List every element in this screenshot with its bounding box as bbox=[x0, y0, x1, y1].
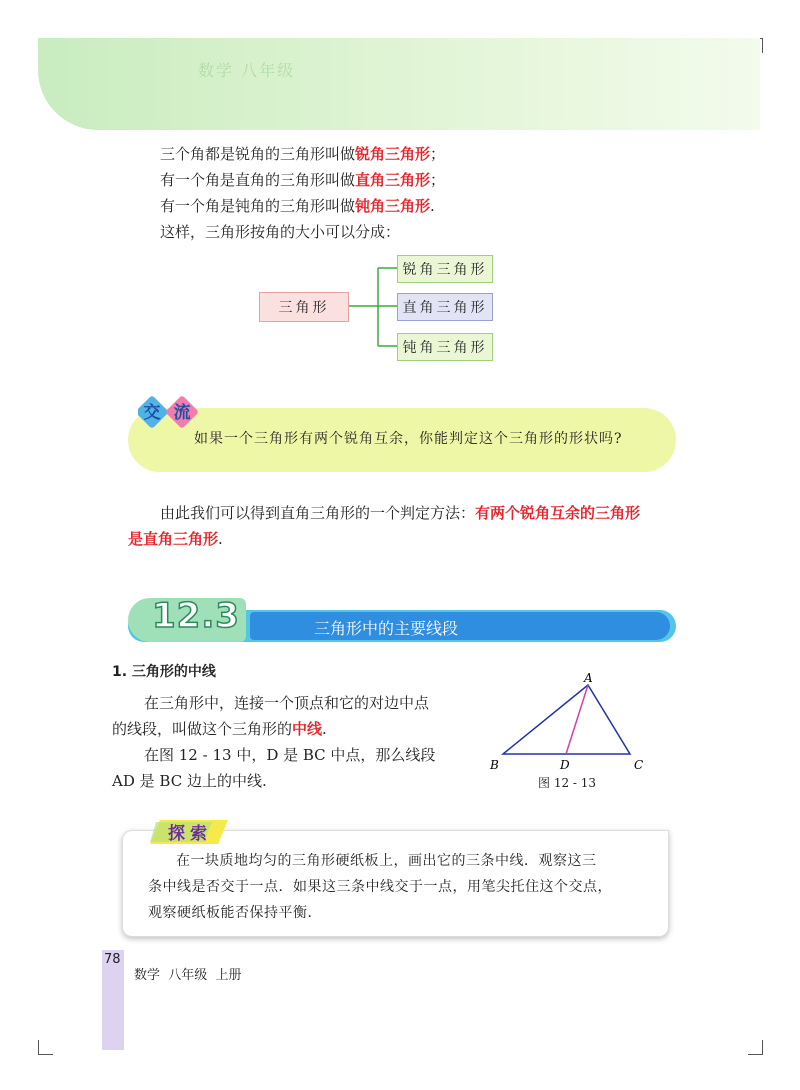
diagram-right-box: 直角三角形 bbox=[397, 293, 493, 321]
label-b: B bbox=[490, 758, 499, 772]
definition-obtuse: 有一个角是钝角的三角形叫做钝角三角形. bbox=[160, 197, 435, 215]
discussion-question: 如果一个三角形有两个锐角互余，你能判定这个三角形的形状吗? bbox=[194, 431, 623, 447]
figure-triangle bbox=[486, 670, 656, 790]
footer-book-title: 数学 八年级 上册 bbox=[134, 968, 242, 983]
explore-badge-char-1: 探 bbox=[168, 824, 185, 844]
explore-text bbox=[148, 848, 612, 926]
label-c: C bbox=[634, 758, 644, 772]
explore-badge-char-2: 索 bbox=[190, 824, 207, 844]
section-title: 三角形中的主要线段 bbox=[314, 619, 459, 638]
median-line-1: 在三角形中，连接一个顶点和它的对边中点 bbox=[144, 694, 430, 712]
discussion-badge bbox=[138, 392, 208, 432]
section-banner bbox=[128, 596, 676, 642]
section-number: 12.3 bbox=[152, 596, 240, 636]
diagram-acute-box: 锐角三角形 bbox=[397, 255, 493, 283]
median-line-3: 在图 12 - 13 中，D 是 BC 中点，那么线段 bbox=[144, 746, 436, 764]
conclusion-line-2: 是直角三角形. bbox=[128, 530, 223, 548]
discussion-badge-char-1: 交 bbox=[143, 403, 161, 423]
explore-line-2: 条中线是否交于一点．如果这三条中线交于一点，用笔尖托住这个交点， bbox=[148, 879, 612, 895]
median-line-2: 的线段，叫做这个三角形的中线. bbox=[112, 720, 327, 738]
definition-acute: 三个角都是锐角的三角形叫做锐角三角形； bbox=[160, 145, 446, 163]
explore-line-3: 观察硬纸板能否保持平衡． bbox=[148, 905, 322, 921]
median-ad bbox=[566, 685, 588, 754]
diagram-obtuse-box: 钝角三角形 bbox=[397, 333, 493, 361]
median-line-4: AD 是 BC 边上的中线. bbox=[112, 772, 267, 790]
classify-line: 这样，三角形按角的大小可以分成： bbox=[160, 223, 401, 241]
page-number: 78 bbox=[104, 952, 121, 967]
section-title-band bbox=[250, 612, 670, 640]
label-d: D bbox=[560, 758, 570, 772]
explore-badge bbox=[150, 818, 230, 846]
label-a: A bbox=[584, 671, 593, 685]
subsection-title: 1. 三角形的中线 bbox=[112, 664, 216, 680]
discussion-badge-char-2: 流 bbox=[173, 403, 191, 423]
triangle-abc bbox=[503, 685, 630, 754]
diagram-root-box: 三角形 bbox=[259, 292, 349, 322]
figure-caption: 图 12 - 13 bbox=[538, 776, 597, 790]
explore-line-1: 在一块质地均匀的三角形硬纸板上，画出它的三条中线．观察这三 bbox=[176, 853, 597, 869]
median-definition bbox=[112, 690, 435, 794]
header-decor-text: 数学 八年级 bbox=[198, 61, 296, 80]
definition-right: 有一个角是直角的三角形叫做直角三角形； bbox=[160, 171, 446, 189]
conclusion-line-1: 由此我们可以得到直角三角形的一个判定方法：有两个锐角互余的三角形 bbox=[160, 504, 641, 522]
